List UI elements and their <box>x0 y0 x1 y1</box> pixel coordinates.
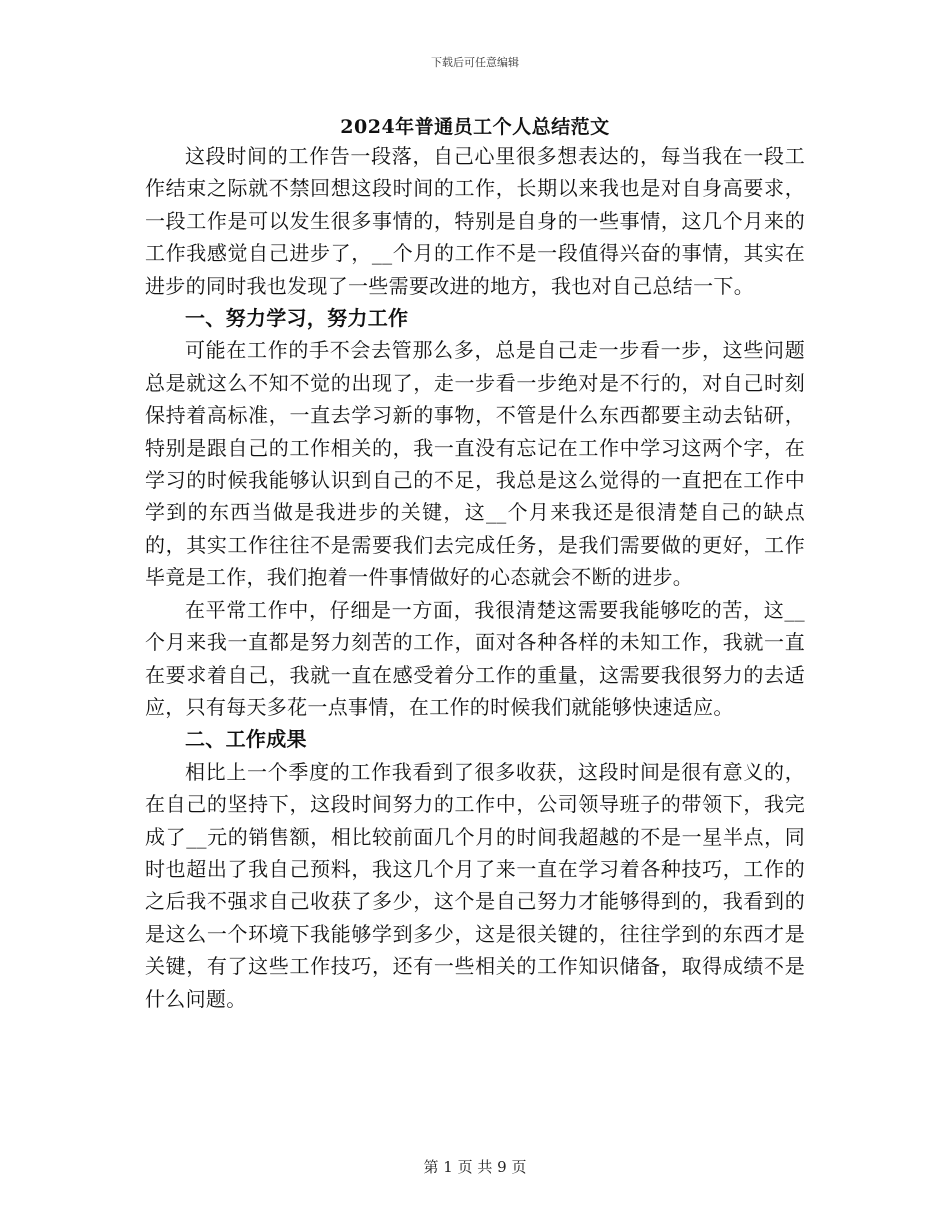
section-2-paragraph-1: 相比上一个季度的工作我看到了很多收获，这段时间是很有意义的，在自己的坚持下，这段时间努力的工作中，公司领导班子的带领下，我完成了__元的销售额，相比较前面几个月的时间我超越的不是一星半点，同时也超出了我自己预料，我这几个月了来一直在学习着各种技巧，工作的之后我不强求自己收获了多少，这个是自己努力才能够得到的，我看到的是这么一个环境下我能够学到多少，这是很关键的，往往学到的东西才是关键，有了这些工作技巧，还有一些相关的工作知识储备，取得成绩不是什么问题。 <box>145 759 805 1011</box>
section-heading-work-results: 二、工作成果 <box>185 727 307 752</box>
header-note: 下载后可任意编辑 <box>431 56 519 69</box>
document-body <box>145 140 805 1015</box>
document-title: 2024年普通员工个人总结范文 <box>340 116 610 138</box>
section-1-paragraph-1: 可能在工作的手不会去管那么多，总是自己走一步看一步，这些问题总是就这么不知不觉的出现了，走一步看一步绝对是不行的，对自己时刻保持着高标准，一直去学习新的事物，不管是什么东西都要主动去钻研，特别是跟自己的工作相关的，我一直没有忘记在工作中学习这两个字，在学习的时候我能够认识到自己的不足，我总是这么觉得的一直把在工作中学到的东西当做是我进步的关键，这__个月来我还是很清楚自己的缺点的，其实工作往往不是需要我们去完成任务，是我们需要做的更好，工作毕竟是工作，我们抱着一件事情做好的心态就会不断的进步。 <box>145 338 805 590</box>
section-heading-study-work: 一、努力学习，努力工作 <box>185 306 409 331</box>
page-number-footer: 第 1 页 共 9 页 <box>423 1158 527 1176</box>
intro-paragraph: 这段时间的工作告一段落，自己心里很多想表达的，每当我在一段工作结束之际就不禁回想这段时间的工作，长期以来我也是对自身高要求，一段工作是可以发生很多事情的，特别是自身的一些事情，这几个月来的工作我感觉自己进步了，__个月的工作不是一段值得兴奋的事情，其实在进步的同时我也发现了一些需要改进的地方，我也对自己总结一下。 <box>145 144 805 298</box>
section-1-paragraph-2: 在平常工作中，仔细是一方面，我很清楚这需要我能够吃的苦，这__个月来我一直都是努力刻苦的工作，面对各种各样的未知工作，我就一直在要求着自己，我就一直在感受着分工作的重量，这需要我很努力的去适应，只有每天多花一点事情，在工作的时候我们就能够快速适应。 <box>145 597 805 719</box>
